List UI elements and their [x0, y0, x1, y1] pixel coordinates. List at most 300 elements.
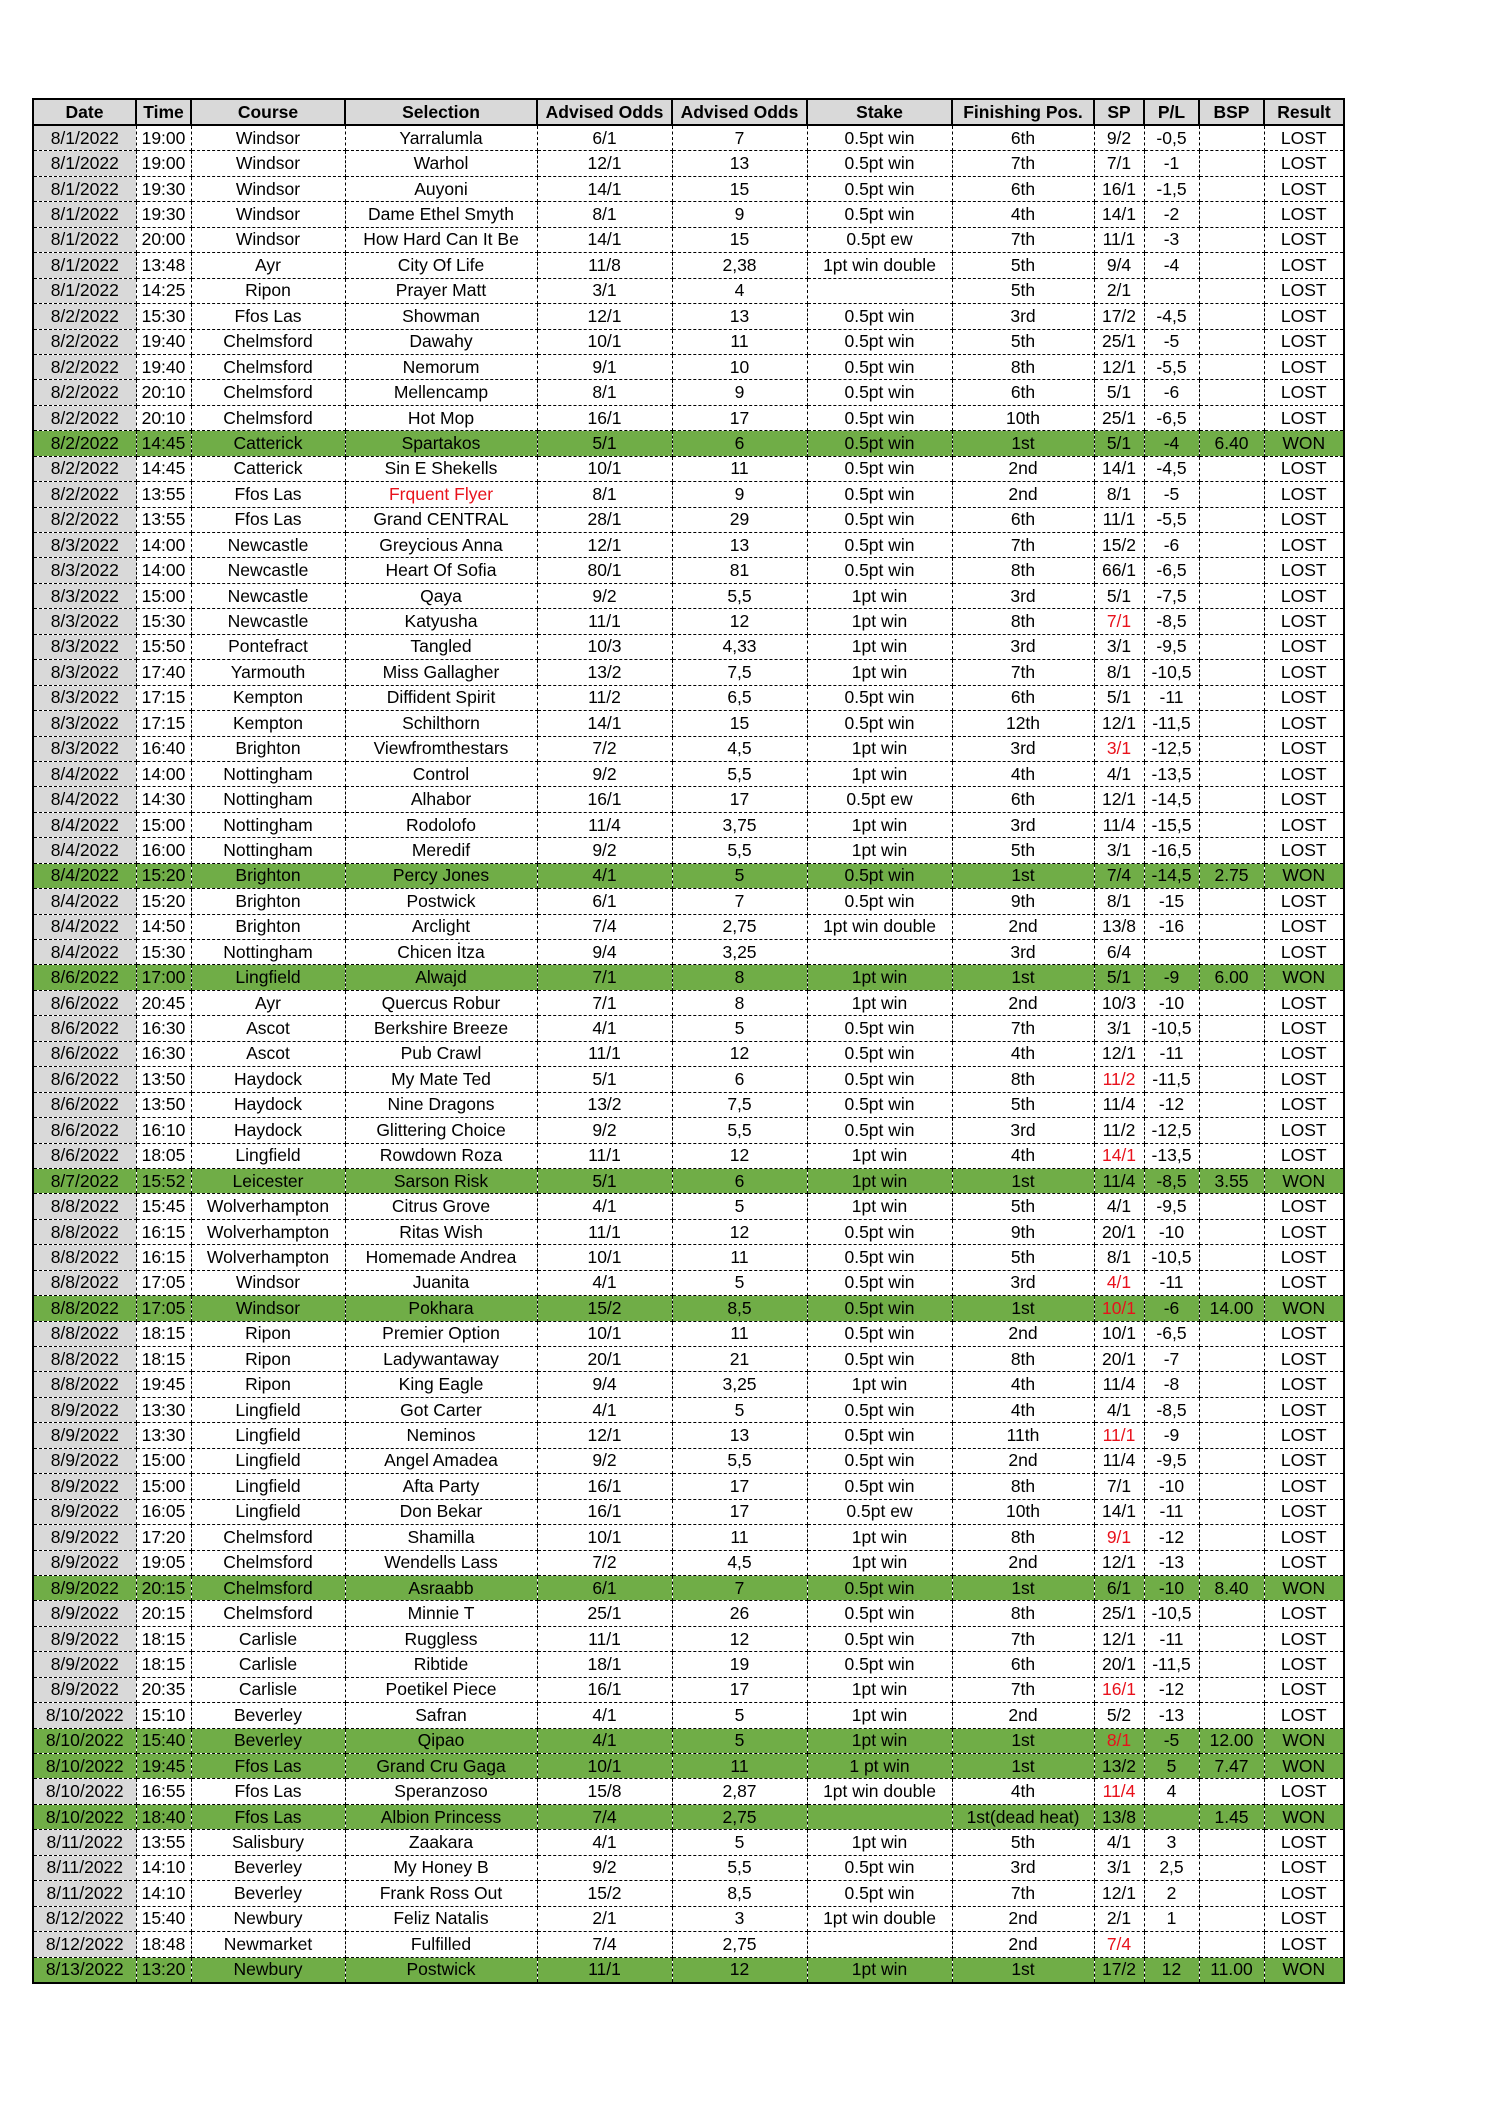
header-time: Time [136, 99, 191, 125]
sp-cell: 8/1 [1094, 1245, 1144, 1270]
time-cell: 14:10 [136, 1855, 191, 1880]
advised-odds-cell: 4/1 [537, 1830, 672, 1855]
bsp-cell [1199, 685, 1264, 710]
bsp-cell [1199, 456, 1264, 481]
pl-cell: -9,5 [1144, 1448, 1199, 1473]
time-cell: 15:52 [136, 1168, 191, 1193]
date-cell: 8/11/2022 [33, 1830, 136, 1855]
date-cell: 8/1/2022 [33, 253, 136, 278]
stake-cell: 1pt win [807, 990, 952, 1015]
date-cell: 8/6/2022 [33, 965, 136, 990]
finishing-pos-cell: 7th [952, 1881, 1094, 1906]
pl-cell: -12,5 [1144, 1118, 1199, 1143]
advised-odds-decimal-cell: 5 [672, 1397, 807, 1422]
table-row [33, 583, 1344, 608]
pl-cell: -8,5 [1144, 609, 1199, 634]
stake-cell: 0.5pt ew [807, 1499, 952, 1524]
stake-cell: 1pt win [807, 1728, 952, 1753]
advised-odds-cell: 16/1 [537, 1474, 672, 1499]
pl-cell: -15,5 [1144, 812, 1199, 837]
result-cell: LOST [1264, 202, 1344, 227]
table-row [33, 1677, 1344, 1702]
selection-cell: Nine Dragons [345, 1092, 537, 1117]
advised-odds-cell: 9/2 [537, 761, 672, 786]
selection-cell: Dame Ethel Smyth [345, 202, 537, 227]
selection-cell: Citrus Grove [345, 1194, 537, 1219]
pl-cell: -10,5 [1144, 1245, 1199, 1270]
table-row [33, 1397, 1344, 1422]
date-cell: 8/4/2022 [33, 889, 136, 914]
advised-odds-cell: 12/1 [537, 533, 672, 558]
result-cell: LOST [1264, 278, 1344, 303]
bsp-cell [1199, 1474, 1264, 1499]
course-cell: Catterick [191, 431, 345, 456]
bsp-cell [1199, 304, 1264, 329]
time-cell: 15:40 [136, 1728, 191, 1753]
time-cell: 14:00 [136, 761, 191, 786]
table-row [33, 1347, 1344, 1372]
stake-cell: 1pt win [807, 1957, 952, 1983]
result-cell: LOST [1264, 1474, 1344, 1499]
course-cell: Windsor [191, 125, 345, 151]
stake-cell: 0.5pt win [807, 1219, 952, 1244]
date-cell: 8/4/2022 [33, 761, 136, 786]
time-cell: 14:45 [136, 456, 191, 481]
advised-odds-cell: 10/1 [537, 1525, 672, 1550]
advised-odds-decimal-cell: 3,75 [672, 812, 807, 837]
advised-odds-cell: 6/1 [537, 1575, 672, 1600]
advised-odds-cell: 10/1 [537, 456, 672, 481]
time-cell: 15:00 [136, 812, 191, 837]
sp-cell: 2/1 [1094, 278, 1144, 303]
selection-cell: Feliz Natalis [345, 1906, 537, 1931]
sp-cell: 13/2 [1094, 1754, 1144, 1779]
finishing-pos-cell: 5th [952, 1194, 1094, 1219]
bsp-cell [1199, 176, 1264, 201]
header-result: Result [1264, 99, 1344, 125]
time-cell: 18:15 [136, 1626, 191, 1651]
table-row [33, 151, 1344, 176]
date-cell: 8/8/2022 [33, 1372, 136, 1397]
bsp-cell [1199, 354, 1264, 379]
advised-odds-decimal-cell: 12 [672, 1219, 807, 1244]
advised-odds-cell: 11/2 [537, 685, 672, 710]
date-cell: 8/1/2022 [33, 151, 136, 176]
table-row [33, 1830, 1344, 1855]
pl-cell: -4,5 [1144, 456, 1199, 481]
finishing-pos-cell: 3rd [952, 304, 1094, 329]
finishing-pos-cell: 2nd [952, 914, 1094, 939]
pl-cell [1144, 278, 1199, 303]
course-cell: Carlisle [191, 1626, 345, 1651]
selection-cell: Got Carter [345, 1397, 537, 1422]
result-cell: LOST [1264, 1143, 1344, 1168]
stake-cell: 0.5pt win [807, 1016, 952, 1041]
table-row [33, 354, 1344, 379]
result-cell: LOST [1264, 1855, 1344, 1880]
advised-odds-cell: 10/3 [537, 634, 672, 659]
result-cell: LOST [1264, 1092, 1344, 1117]
advised-odds-decimal-cell: 6 [672, 1168, 807, 1193]
finishing-pos-cell: 2nd [952, 1906, 1094, 1931]
course-cell: Newmarket [191, 1932, 345, 1957]
header-advised-odds: Advised Odds [537, 99, 672, 125]
course-cell: Nottingham [191, 812, 345, 837]
sp-cell: 20/1 [1094, 1652, 1144, 1677]
table-row [33, 1957, 1344, 1983]
table-row [33, 838, 1344, 863]
advised-odds-decimal-cell: 8,5 [672, 1296, 807, 1321]
finishing-pos-cell: 9th [952, 1219, 1094, 1244]
sp-cell: 5/1 [1094, 431, 1144, 456]
finishing-pos-cell: 3rd [952, 736, 1094, 761]
pl-cell: -5 [1144, 329, 1199, 354]
advised-odds-decimal-cell: 29 [672, 507, 807, 532]
selection-cell: Grand Cru Gaga [345, 1754, 537, 1779]
stake-cell: 0.5pt win [807, 507, 952, 532]
finishing-pos-cell: 6th [952, 1652, 1094, 1677]
advised-odds-decimal-cell: 2,75 [672, 914, 807, 939]
result-cell: WON [1264, 863, 1344, 888]
sp-cell: 7/1 [1094, 1474, 1144, 1499]
stake-cell: 0.5pt win [807, 1270, 952, 1295]
result-cell: LOST [1264, 405, 1344, 430]
date-cell: 8/9/2022 [33, 1626, 136, 1651]
bsp-cell: 6.40 [1199, 431, 1264, 456]
advised-odds-decimal-cell: 15 [672, 176, 807, 201]
sp-cell: 14/1 [1094, 456, 1144, 481]
date-cell: 8/11/2022 [33, 1855, 136, 1880]
result-cell: LOST [1264, 1525, 1344, 1550]
pl-cell: -14,5 [1144, 863, 1199, 888]
selection-cell: Glittering Choice [345, 1118, 537, 1143]
pl-cell: -11 [1144, 685, 1199, 710]
bsp-cell [1199, 1652, 1264, 1677]
pl-cell: -1,5 [1144, 176, 1199, 201]
table-row [33, 1016, 1344, 1041]
advised-odds-decimal-cell: 5 [672, 1270, 807, 1295]
result-cell: LOST [1264, 787, 1344, 812]
finishing-pos-cell: 1st [952, 1754, 1094, 1779]
course-cell: Ayr [191, 990, 345, 1015]
pl-cell: -7,5 [1144, 583, 1199, 608]
date-cell: 8/12/2022 [33, 1932, 136, 1957]
date-cell: 8/2/2022 [33, 329, 136, 354]
pl-cell: -11 [1144, 1626, 1199, 1651]
pl-cell: -12 [1144, 1677, 1199, 1702]
sp-cell: 11/1 [1094, 227, 1144, 252]
pl-cell: -13 [1144, 1703, 1199, 1728]
pl-cell: -11,5 [1144, 711, 1199, 736]
table-row [33, 1499, 1344, 1524]
date-cell: 8/8/2022 [33, 1219, 136, 1244]
sp-cell: 12/1 [1094, 711, 1144, 736]
sp-cell: 8/1 [1094, 482, 1144, 507]
finishing-pos-cell: 2nd [952, 1932, 1094, 1957]
sp-cell: 12/1 [1094, 354, 1144, 379]
pl-cell: -15 [1144, 889, 1199, 914]
bsp-cell [1199, 1448, 1264, 1473]
pl-cell: -9 [1144, 1423, 1199, 1448]
pl-cell: -13,5 [1144, 761, 1199, 786]
selection-cell: Showman [345, 304, 537, 329]
advised-odds-cell: 18/1 [537, 1652, 672, 1677]
stake-cell: 0.5pt win [807, 1474, 952, 1499]
selection-cell: Percy Jones [345, 863, 537, 888]
advised-odds-cell: 9/2 [537, 1855, 672, 1880]
result-cell: LOST [1264, 583, 1344, 608]
time-cell: 15:30 [136, 304, 191, 329]
stake-cell: 0.5pt win [807, 1448, 952, 1473]
course-cell: Ripon [191, 278, 345, 303]
advised-odds-decimal-cell: 4,5 [672, 1550, 807, 1575]
date-cell: 8/6/2022 [33, 1016, 136, 1041]
advised-odds-decimal-cell: 6,5 [672, 685, 807, 710]
header-course: Course [191, 99, 345, 125]
date-cell: 8/2/2022 [33, 456, 136, 481]
result-cell: LOST [1264, 151, 1344, 176]
result-cell: LOST [1264, 253, 1344, 278]
time-cell: 20:45 [136, 990, 191, 1015]
selection-cell: Zaakara [345, 1830, 537, 1855]
result-cell: LOST [1264, 1652, 1344, 1677]
course-cell: Ripon [191, 1321, 345, 1346]
advised-odds-cell: 9/2 [537, 1118, 672, 1143]
sp-cell: 5/1 [1094, 380, 1144, 405]
date-cell: 8/9/2022 [33, 1423, 136, 1448]
sp-cell: 17/2 [1094, 1957, 1144, 1983]
finishing-pos-cell: 1st [952, 965, 1094, 990]
date-cell: 8/9/2022 [33, 1550, 136, 1575]
finishing-pos-cell: 5th [952, 1830, 1094, 1855]
advised-odds-cell: 10/1 [537, 329, 672, 354]
table-row [33, 1041, 1344, 1066]
advised-odds-cell: 5/1 [537, 1168, 672, 1193]
finishing-pos-cell: 5th [952, 1245, 1094, 1270]
stake-cell: 1pt win [807, 1703, 952, 1728]
table-row [33, 1779, 1344, 1804]
course-cell: Ascot [191, 1016, 345, 1041]
selection-cell: Alhabor [345, 787, 537, 812]
pl-cell: 3 [1144, 1830, 1199, 1855]
course-cell: Windsor [191, 1270, 345, 1295]
selection-cell: Frquent Flyer [345, 482, 537, 507]
time-cell: 20:15 [136, 1601, 191, 1626]
selection-cell: Schilthorn [345, 711, 537, 736]
finishing-pos-cell: 5th [952, 278, 1094, 303]
time-cell: 15:50 [136, 634, 191, 659]
bsp-cell [1199, 507, 1264, 532]
advised-odds-decimal-cell: 4,5 [672, 736, 807, 761]
bsp-cell [1199, 660, 1264, 685]
date-cell: 8/4/2022 [33, 812, 136, 837]
bsp-cell [1199, 227, 1264, 252]
finishing-pos-cell: 4th [952, 761, 1094, 786]
date-cell: 8/11/2022 [33, 1881, 136, 1906]
finishing-pos-cell: 6th [952, 380, 1094, 405]
advised-odds-cell: 16/1 [537, 405, 672, 430]
advised-odds-decimal-cell: 12 [672, 1143, 807, 1168]
course-cell: Windsor [191, 151, 345, 176]
time-cell: 19:00 [136, 151, 191, 176]
table-row [33, 202, 1344, 227]
pl-cell: -6,5 [1144, 405, 1199, 430]
time-cell: 19:30 [136, 202, 191, 227]
stake-cell: 0.5pt win [807, 1296, 952, 1321]
table-row [33, 761, 1344, 786]
table-row [33, 431, 1344, 456]
course-cell: Lingfield [191, 1448, 345, 1473]
stake-cell: 0.5pt win [807, 1601, 952, 1626]
selection-cell: Postwick [345, 1957, 537, 1983]
time-cell: 17:15 [136, 711, 191, 736]
bsp-cell [1199, 1779, 1264, 1804]
stake-cell: 0.5pt win [807, 431, 952, 456]
advised-odds-decimal-cell: 8 [672, 990, 807, 1015]
pl-cell: -2 [1144, 202, 1199, 227]
result-cell: LOST [1264, 1703, 1344, 1728]
sp-cell: 25/1 [1094, 1601, 1144, 1626]
date-cell: 8/4/2022 [33, 863, 136, 888]
course-cell: Beverley [191, 1728, 345, 1753]
sp-cell: 20/1 [1094, 1347, 1144, 1372]
time-cell: 20:00 [136, 227, 191, 252]
pl-cell: -6,5 [1144, 558, 1199, 583]
advised-odds-decimal-cell: 5,5 [672, 583, 807, 608]
advised-odds-cell: 13/2 [537, 1092, 672, 1117]
date-cell: 8/3/2022 [33, 736, 136, 761]
result-cell: LOST [1264, 838, 1344, 863]
date-cell: 8/8/2022 [33, 1321, 136, 1346]
stake-cell: 1pt win [807, 1525, 952, 1550]
table-row [33, 914, 1344, 939]
course-cell: Ffos Las [191, 507, 345, 532]
date-cell: 8/9/2022 [33, 1525, 136, 1550]
date-cell: 8/1/2022 [33, 125, 136, 151]
selection-cell: Control [345, 761, 537, 786]
result-cell: LOST [1264, 1016, 1344, 1041]
table-row [33, 812, 1344, 837]
selection-cell: My Mate Ted [345, 1067, 537, 1092]
date-cell: 8/6/2022 [33, 1041, 136, 1066]
course-cell: Windsor [191, 176, 345, 201]
selection-cell: Juanita [345, 1270, 537, 1295]
selection-cell: Asraabb [345, 1575, 537, 1600]
result-cell: LOST [1264, 329, 1344, 354]
finishing-pos-cell: 5th [952, 838, 1094, 863]
stake-cell [807, 278, 952, 303]
selection-cell: Meredif [345, 838, 537, 863]
bsp-cell [1199, 583, 1264, 608]
date-cell: 8/9/2022 [33, 1652, 136, 1677]
time-cell: 16:15 [136, 1245, 191, 1270]
header-finishing-pos: Finishing Pos. [952, 99, 1094, 125]
selection-cell: Nemorum [345, 354, 537, 379]
bsp-cell [1199, 1525, 1264, 1550]
stake-cell: 0.5pt win [807, 202, 952, 227]
pl-cell: 1 [1144, 1906, 1199, 1931]
course-cell: Beverley [191, 1881, 345, 1906]
bsp-cell [1199, 380, 1264, 405]
finishing-pos-cell: 1st [952, 431, 1094, 456]
selection-cell: Hot Mop [345, 405, 537, 430]
selection-cell: Spartakos [345, 431, 537, 456]
stake-cell: 0.5pt win [807, 1652, 952, 1677]
finishing-pos-cell: 4th [952, 202, 1094, 227]
advised-odds-decimal-cell: 10 [672, 354, 807, 379]
sp-cell: 5/2 [1094, 1703, 1144, 1728]
sp-cell: 13/8 [1094, 914, 1144, 939]
time-cell: 15:30 [136, 940, 191, 965]
date-cell: 8/2/2022 [33, 380, 136, 405]
advised-odds-cell: 13/2 [537, 660, 672, 685]
advised-odds-cell: 9/1 [537, 354, 672, 379]
sp-cell: 7/1 [1094, 609, 1144, 634]
stake-cell: 0.5pt win [807, 329, 952, 354]
result-cell: LOST [1264, 940, 1344, 965]
selection-cell: Wendells Lass [345, 1550, 537, 1575]
time-cell: 17:20 [136, 1525, 191, 1550]
date-cell: 8/2/2022 [33, 405, 136, 430]
stake-cell: 1pt win [807, 1677, 952, 1702]
date-cell: 8/2/2022 [33, 304, 136, 329]
bsp-cell [1199, 787, 1264, 812]
date-cell: 8/9/2022 [33, 1448, 136, 1473]
result-cell: LOST [1264, 812, 1344, 837]
time-cell: 17:40 [136, 660, 191, 685]
advised-odds-decimal-cell: 2,38 [672, 253, 807, 278]
selection-cell: Greycious Anna [345, 533, 537, 558]
pl-cell: -1 [1144, 151, 1199, 176]
finishing-pos-cell: 4th [952, 1397, 1094, 1422]
stake-cell: 1pt win [807, 1194, 952, 1219]
pl-cell: -10,5 [1144, 1016, 1199, 1041]
time-cell: 13:50 [136, 1067, 191, 1092]
pl-cell: -7 [1144, 1347, 1199, 1372]
finishing-pos-cell: 11th [952, 1423, 1094, 1448]
finishing-pos-cell: 6th [952, 685, 1094, 710]
pl-cell: -14,5 [1144, 787, 1199, 812]
table-row [33, 1143, 1344, 1168]
finishing-pos-cell: 4th [952, 1041, 1094, 1066]
table-row [33, 227, 1344, 252]
advised-odds-decimal-cell: 7 [672, 125, 807, 151]
stake-cell: 1pt win [807, 1372, 952, 1397]
advised-odds-cell: 4/1 [537, 1016, 672, 1041]
result-cell: LOST [1264, 1219, 1344, 1244]
pl-cell: -11 [1144, 1499, 1199, 1524]
advised-odds-cell: 7/1 [537, 990, 672, 1015]
table-row [33, 634, 1344, 659]
date-cell: 8/6/2022 [33, 990, 136, 1015]
result-cell: WON [1264, 1575, 1344, 1600]
result-cell: LOST [1264, 1321, 1344, 1346]
date-cell: 8/2/2022 [33, 354, 136, 379]
result-cell: WON [1264, 1754, 1344, 1779]
advised-odds-cell: 7/2 [537, 736, 672, 761]
sp-cell: 11/4 [1094, 1372, 1144, 1397]
time-cell: 14:00 [136, 558, 191, 583]
sp-cell: 11/1 [1094, 507, 1144, 532]
advised-odds-cell: 8/1 [537, 482, 672, 507]
stake-cell: 1pt win [807, 660, 952, 685]
sp-cell: 12/1 [1094, 787, 1144, 812]
finishing-pos-cell: 4th [952, 1372, 1094, 1397]
advised-odds-cell: 12/1 [537, 304, 672, 329]
selection-cell: Ruggless [345, 1626, 537, 1651]
header-stake: Stake [807, 99, 952, 125]
table-row [33, 1321, 1344, 1346]
